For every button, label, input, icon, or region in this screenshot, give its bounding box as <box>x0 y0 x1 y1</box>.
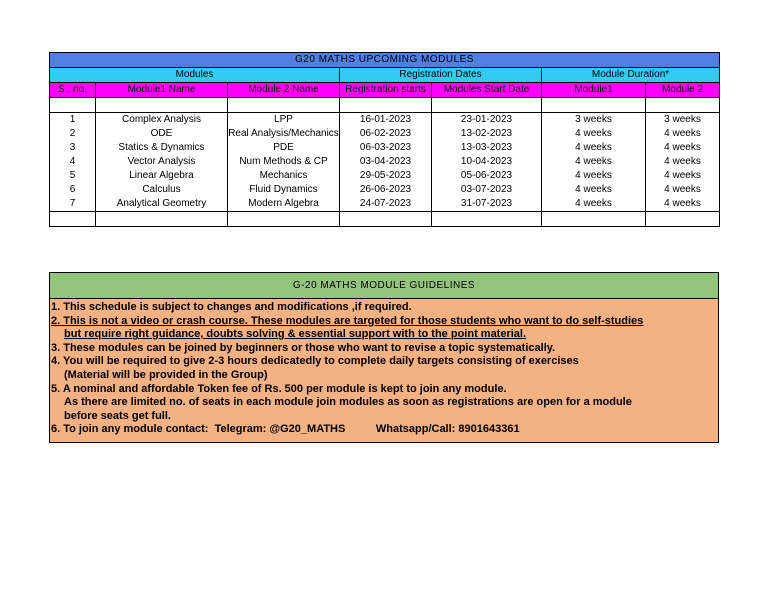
blank-cell <box>228 212 340 227</box>
cell-module2-name: Fluid Dynamics <box>228 183 340 197</box>
guideline-line-4: 4. You will be required to give 2-3 hours dedicatedly to complete daily targets consisting of exercises <box>51 355 579 368</box>
cell-module2-duration: 3 weeks <box>646 113 720 128</box>
table-row <box>50 155 720 169</box>
cell-module1-name: ODE <box>96 127 228 141</box>
guidelines-section <box>49 272 719 443</box>
cell-module1-duration: 4 weeks <box>542 127 646 141</box>
blank-cell <box>50 212 96 227</box>
group-header-duration: Module Duration* <box>542 68 720 83</box>
cell-module2-name: Modern Algebra <box>228 197 340 212</box>
cell-start-date: 31-07-2023 <box>432 197 542 212</box>
cell-module2-duration: 4 weeks <box>646 197 720 212</box>
blank-cell <box>432 98 542 113</box>
guideline-line-5-cont: As there are limited no. of seats in each module join modules as soon as registrations are open for a module <box>64 396 632 409</box>
cell-start-date: 03-07-2023 <box>432 183 542 197</box>
cell-module1-duration: 4 weeks <box>542 197 646 212</box>
cell-module2-name: Real Analysis/Mechanics <box>228 128 339 139</box>
col-header-module2-duration: Module 2 <box>646 83 720 98</box>
cell-module1-duration: 3 weeks <box>542 113 646 128</box>
cell-start-date: 05-06-2023 <box>432 169 542 183</box>
blank-cell <box>542 212 646 227</box>
guidelines-title: G-20 MATHS MODULE GUIDELINES <box>49 272 719 299</box>
blank-cell <box>542 98 646 113</box>
blank-cell <box>340 98 432 113</box>
cell-module1-name: Vector Analysis <box>96 155 228 169</box>
cell-module2-name: Num Methods & CP <box>228 155 340 169</box>
col-header-registration-starts: Registration starts <box>340 83 432 98</box>
cell-registration-starts: 16-01-2023 <box>340 113 432 128</box>
cell-start-date: 23-01-2023 <box>432 113 542 128</box>
table-row <box>50 113 720 128</box>
blank-cell <box>646 212 720 227</box>
table-row <box>50 183 720 197</box>
cell-registration-starts: 06-02-2023 <box>340 127 432 141</box>
blank-cell <box>50 98 96 113</box>
cell-sno: 5 <box>50 169 96 183</box>
cell-sno: 2 <box>50 127 96 141</box>
col-header-module1-duration: Module1 <box>542 83 646 98</box>
group-header-modules: Modules <box>50 68 340 83</box>
cell-module2-name: Mechanics <box>228 169 340 183</box>
cell-sno: 1 <box>50 113 96 128</box>
cell-module1-name: Analytical Geometry <box>96 197 228 212</box>
schedule-table <box>49 52 720 227</box>
cell-module2-name: LPP <box>228 113 340 128</box>
cell-module1-duration: 4 weeks <box>542 141 646 155</box>
cell-registration-starts: 29-05-2023 <box>340 169 432 183</box>
cell-module2-duration: 4 weeks <box>646 141 720 155</box>
group-header-registration: Registration Dates <box>340 68 542 83</box>
cell-module1-duration: 4 weeks <box>542 183 646 197</box>
guideline-line-2: 2. This is not a video or crash course. These modules are targeted for those students who want to do self-studies <box>51 314 644 327</box>
blank-cell <box>228 98 340 113</box>
guideline-line-4-cont: (Material will be provided in the Group) <box>64 368 268 381</box>
cell-module1-name: Linear Algebra <box>96 169 228 183</box>
cell-start-date: 13-03-2023 <box>432 141 542 155</box>
cell-module2-duration: 4 weeks <box>646 155 720 169</box>
cell-module1-name: Statics & Dynamics <box>96 141 228 155</box>
guidelines-body <box>49 299 719 443</box>
guideline-line-1: 1. This schedule is subject to changes and modifications ,if required. <box>51 301 412 313</box>
guideline-line-5-cont2: before seats get full. <box>64 409 171 422</box>
cell-registration-starts: 03-04-2023 <box>340 155 432 169</box>
cell-sno: 6 <box>50 183 96 197</box>
col-header-module2-name: Module 2 Name <box>228 83 340 98</box>
blank-cell <box>96 212 228 227</box>
blank-cell <box>646 98 720 113</box>
cell-registration-starts: 26-06-2023 <box>340 183 432 197</box>
guideline-line-2-cont: but require right guidance, doubts solving & essential support with to the point material. <box>64 328 527 341</box>
col-header-module1-name: Module1 Name <box>96 83 228 98</box>
cell-module1-duration: 4 weeks <box>542 155 646 169</box>
guideline-line-6: 6. To join any module contact: Telegram: @G20_MATHS Whatsapp/Call: 8901643361 <box>51 423 520 436</box>
cell-sno: 3 <box>50 141 96 155</box>
table-row <box>50 169 720 183</box>
cell-registration-starts: 06-03-2023 <box>340 141 432 155</box>
schedule-title: G20 MATHS UPCOMING MODULES <box>50 53 720 68</box>
cell-module1-name: Calculus <box>96 183 228 197</box>
guideline-line-5: 5. A nominal and affordable Token fee of Rs. 500 per module is kept to join any module. <box>51 382 507 395</box>
cell-module2-duration: 4 weeks <box>646 169 720 183</box>
cell-module2-duration: 4 weeks <box>646 127 720 141</box>
cell-registration-starts: 24-07-2023 <box>340 197 432 212</box>
cell-sno: 4 <box>50 155 96 169</box>
cell-start-date: 13-02-2023 <box>432 127 542 141</box>
blank-cell <box>340 212 432 227</box>
blank-cell <box>96 98 228 113</box>
blank-cell <box>432 212 542 227</box>
table-row <box>50 127 720 141</box>
cell-module2-name: PDE <box>228 141 340 155</box>
cell-module2-duration: 4 weeks <box>646 183 720 197</box>
cell-sno: 7 <box>50 197 96 212</box>
col-header-start-date: Modules Start Date <box>432 83 542 98</box>
cell-start-date: 10-04-2023 <box>432 155 542 169</box>
table-row <box>50 141 720 155</box>
cell-module1-name: Complex Analysis <box>96 113 228 128</box>
guideline-line-3: 3. These modules can be joined by beginners or those who want to revise a topic systematically. <box>51 341 556 354</box>
schedule-table-container <box>49 52 719 227</box>
table-row <box>50 197 720 212</box>
col-header-sno: S . no. <box>50 83 96 98</box>
cell-module1-duration: 4 weeks <box>542 169 646 183</box>
